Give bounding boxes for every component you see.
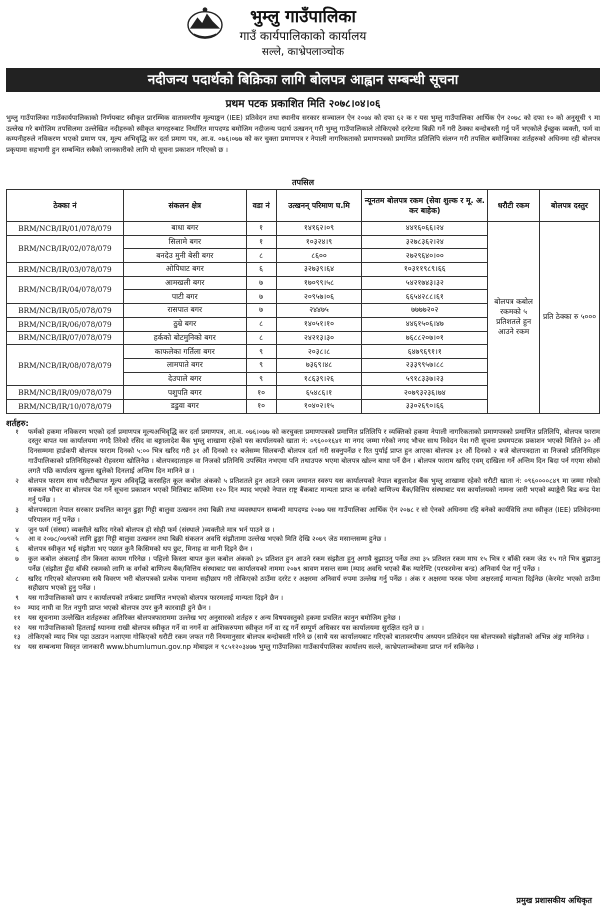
- quantity: २४२१३।३०: [276, 331, 362, 345]
- header-deposit: धरौटी रकम: [488, 190, 540, 222]
- contract-code: BRM/NCB/IR/09/078/079: [7, 386, 124, 400]
- ward-no: १: [246, 222, 276, 236]
- term-item: [6, 643, 600, 653]
- ward-no: ८: [246, 331, 276, 345]
- table-header-row: [7, 190, 600, 222]
- collection-area: डडुवा बगर: [123, 399, 246, 413]
- term-text: बोलपत्र फाराम साथ धरौटीबापत मूल्य अविवृद्धि करसहित कूल कबोल अंकको ५ प्रतिशतले हुन आउने रकम जमानत स्वरुप यस कार्यालयको नेपाल बङ्गलादेश बैंक भुम्लु शाखामा रहेको धरौटी खाता नं: ०९६००००८४९ मा जम्मा गरेको सक्कल भौचर वा बोलपत्र पेश गर्ने सूचना प्रकाशन भएको मितिबाट कम्तिमा १२० दिन म्याद भएको नेपाल राष्ट्र बैंकबाट मान्यता प्राप्त क वर्गको बाणिज्य बैंक/वित्तिय संस्थाबाट यस कार्यालयको नामना जारी भएको ब्याङ्केरी बिड बन्ड पेश गर्नु पर्नेछ ।: [28, 476, 600, 505]
- ward-no: १०: [246, 386, 276, 400]
- term-text: यस गाउँपालिकाको छाप र कार्यालयको तर्फबाट प्रमाणित नभएको बोलपत्र फारमलाई मान्यता दिइने छैन ।: [28, 594, 284, 603]
- term-number: १३: [13, 633, 21, 642]
- term-number: ९: [15, 594, 19, 603]
- collection-area: लामपाते बगर: [123, 358, 246, 372]
- ward-no: ७: [246, 276, 276, 290]
- contract-code: BRM/NCB/IR/05/078/079: [7, 304, 124, 318]
- min-bid-amount: २०७९३२३६।७४: [362, 386, 488, 400]
- ward-no: १०: [246, 399, 276, 413]
- min-bid-amount: ३३०२६९०।६६: [362, 399, 488, 413]
- deposit-amount: बोलपत्र कबोल रकमको ५ प्रतिशतले हुन आउने रकम: [488, 222, 540, 414]
- header-ward-no: वडा नं: [246, 190, 276, 222]
- quantity: १८६३९।२६: [276, 372, 362, 386]
- quantity: १०४०२।१५: [276, 399, 362, 413]
- collection-area: ठुम्रे बगर: [123, 317, 246, 331]
- quantity: १०३२४।९: [276, 235, 362, 249]
- term-number: ८: [15, 574, 19, 583]
- term-item: [6, 428, 600, 477]
- term-text: यस सूचनामा उल्लेखित शर्तहरुका अतिरिक्त बोलपत्रफाराममा उल्लेख भए अनुसारको शर्तहरु र अन्य विषयवस्तुको हकमा प्रचलित कानुन बमोजिम हुनेछ ।: [28, 613, 401, 622]
- term-item: [6, 535, 600, 545]
- quantity: ८६००: [276, 249, 362, 263]
- header-quantity: उत्खनन् परिमाण घ.मि: [276, 190, 362, 222]
- min-bid-amount: ४४६१५०६।४७: [362, 317, 488, 331]
- min-bid-amount: २७२९६४०।००: [362, 249, 488, 263]
- header-bid-fee: बोलपत्र दस्तुर: [540, 190, 600, 222]
- office-address: सल्ले, काभ्रेपलाञ्चोक: [261, 46, 345, 58]
- term-text: जुन फर्म (संस्था) व्यक्तीले खरिद गरेको बोलपत्र हो सोही फर्म (संस्थाले )व्यक्तीले मात्र भर्न पाउने छ ।: [28, 525, 275, 534]
- contract-code: BRM/NCB/IR/07/078/079: [7, 331, 124, 345]
- contract-code: BRM/NCB/IR/06/078/079: [7, 317, 124, 331]
- ward-no: ७: [246, 304, 276, 318]
- collection-area: रासपात बगर: [123, 304, 246, 318]
- quantity: १४०५१।१०: [276, 317, 362, 331]
- term-text: बोलपत्र स्वीकृत भई संझौता भए पछात कुनै किसिमको थप छुट, मिनाह वा मानी दिइने छैन ।: [28, 545, 253, 554]
- term-item: [6, 555, 600, 575]
- term-number: १२: [13, 623, 21, 632]
- collection-area: हर्कको बोटमुनिको बगर: [123, 331, 246, 345]
- term-item: [6, 633, 600, 643]
- contract-code: BRM/NCB/IR/10/078/079: [7, 399, 124, 413]
- quantity: ६५४८६।१: [276, 386, 362, 400]
- ward-no: ७: [246, 290, 276, 304]
- term-item: [6, 594, 600, 604]
- term-number: १०: [13, 603, 21, 612]
- header-min-bid: न्यूनतम बोलपत्र रकम (सेवा शुल्क र मू. अ. कर बाहेक): [362, 190, 488, 222]
- collection-area: बनदेउ मुनी बेसी बगर: [123, 249, 246, 263]
- collection-area: सिलामे बगर: [123, 235, 246, 249]
- term-number: १: [15, 427, 19, 436]
- term-item: [6, 604, 600, 614]
- contract-code: BRM/NCB/IR/01/078/079: [7, 222, 124, 236]
- ward-no: ९: [246, 372, 276, 386]
- term-item: [6, 614, 600, 624]
- municipality-name: भुम्लु गाउँपालिका: [250, 7, 356, 27]
- collection-area: काफलेका गर्तिला बगर: [123, 345, 246, 359]
- table-row: [7, 222, 600, 236]
- quantity: ७३६९।४८: [276, 358, 362, 372]
- min-bid-amount: ७७७७२०२: [362, 304, 488, 318]
- ward-no: ६: [246, 263, 276, 277]
- terms-list: [6, 428, 600, 653]
- contracts-table: [6, 189, 600, 414]
- quantity: ३२७३९।६४: [276, 263, 362, 277]
- notice-title: नदीजन्य पदार्थको बिक्रिका लागि बोलपत्र आह्वान सम्बन्धी सूचना: [6, 68, 600, 92]
- collection-area: ओपिघाट बगर: [123, 263, 246, 277]
- signature-title: प्रमुख प्रशासकीय अधिकृत: [516, 896, 592, 905]
- office-name: गाउँ कार्यपालिकाको कार्यालय: [239, 29, 367, 43]
- ward-no: ९: [246, 345, 276, 359]
- collection-area: देउपाले बगर: [123, 372, 246, 386]
- term-number: ४: [15, 525, 19, 534]
- term-number: ७: [15, 554, 19, 563]
- term-text: बोलपत्रदाता नेपाल सरकार प्रचलित कानून ढुङ्गा गिट्टी बालुवा उत्खनन तथा बिक्री तथा व्यवस्थापन सम्बन्धी मापदण्ड २०७७ यस गाउँपालिका आर्थिक ऐन २०७८ र सो ऐनको अधिनमा रहि बनेको कार्यविधि तथा स्वीकृत (IEE) प्रतिवेदनमा परिपालन गर्नु पर्नेछ ।: [28, 506, 600, 524]
- term-number: ३: [15, 506, 19, 514]
- term-text: कुल कबोल अंकलाई तीन किस्ता कायम गरिनेछ । पहिलो किस्ता बापत कुल कबोल अंकको ३५ प्रतिशत हुन आउने रकम संझौता हुनु अगावै बुझाउनु पर्नेछ तथा ३५ प्रतिशत रकम माघ १५ भित्र र बाँकी रकम जेठ १५ गते भित्र बुझाउनु पर्नेछ (संझौता हुँदा बाँकी रकमको लागि क वर्गको बाणिज्य बैंक/वित्तिय संस्थाबाट यस कार्यालयको नाममा २०७९ श्रावण मसन्त सम्म (म्याद अवधि भएको बैंक ग्यारेण्टि (परफरमेन्स बन्ड) अनिवार्य पेश गर्नु पर्नेछ ।: [28, 554, 600, 573]
- min-bid-amount: ३२७८३६२।२४: [362, 235, 488, 249]
- min-bid-amount: ६६५४२८८।६१: [362, 290, 488, 304]
- header-contract-no: ठेक्का नं: [7, 190, 124, 222]
- term-number: ५: [15, 535, 19, 544]
- contract-code: BRM/NCB/IR/03/078/079: [7, 263, 124, 277]
- term-item: [6, 624, 600, 634]
- min-bid-amount: ५४२१७४३।३२: [362, 276, 488, 290]
- quantity: १७०९९।५८: [276, 276, 362, 290]
- min-bid-amount: २३३९९५७।८८: [362, 358, 488, 372]
- term-item: [6, 575, 600, 595]
- term-item: [6, 526, 600, 536]
- collection-area: बाधा बगर: [123, 222, 246, 236]
- contract-code: BRM/NCB/IR/08/078/079: [7, 345, 124, 386]
- term-item: [6, 506, 600, 526]
- term-text: आ व २०७८/०७९को लागि ढुङ्गा गिट्टी बालुवा उत्खनन तथा बिक्री संकलन अवधि संझौतामा उल्लेख भएको मिति देखि २०७९ जेठ मसान्तसम्म हुनेछ ।: [28, 535, 387, 544]
- term-number: ११: [13, 613, 21, 622]
- contract-code: BRM/NCB/IR/04/078/079: [7, 276, 124, 303]
- term-number: १४: [13, 643, 21, 652]
- collection-area: पाटी बगर: [123, 290, 246, 304]
- term-item: [6, 477, 600, 506]
- table-label: तपसिल: [291, 178, 314, 187]
- term-number: २: [15, 476, 19, 485]
- publication-date: प्रथम पटक प्रकाशित मिति २०७८।०४।०६: [225, 98, 381, 110]
- term-item: [6, 545, 600, 555]
- term-text: फर्मको हकमा नविकरण भएको दर्ता प्रमाणपत्र मूल्यअभिवृद्धि कर दर्ता प्रमाणपत्र, आ.व. ०७६।०७७ को करचुक्ता प्रमाणपत्रको प्रमाणित प्रतिलिपि र व्यक्तिको हकमा नेपाली नागरिकताको प्रमाणपत्रको प्रमाणित प्रतिलिपि, बोलपत्र फाराम दस्तुर बापत यस कार्यालयमा नगदै तिरेको रसिद वा बङ्गालादेश बैंक भुम्लु शाखामा रहेको यस कार्यालयको खाता नं: ०९६००१६४१ मा नगद जम्मा गरेको नगद भौचर साथ निवेदन पेश गरी सूचना प्रथमपटक प्रकाशन भएको मितिले ३० औं दिनसम्ममा हार्डकपी बोलपत्र फाराम दिनको ५:०० भित्र खरिद गरी ३१ औं दिनको १२ बजेसम्म सिलबन्दी बोलपत्र दर्ता गरी सक्नुपर्नेछ र रित पुर्याई प्राप्त हुन आएका बोलपत्र ३१ औं दिनको २ बजे बोलपत्रदाता वा निजको प्रतिनिधिहरु गाउँपालिकाको प्रतिनिधिहरुको रोहवरमा खोलिनेछ । बोलपत्रदाताहरु वा निजको प्रतिनिधि उपस्थित नभएमा पनि तथाउपरु भएमा बोलपत्र खोल्न बाधा पर्ने छैन । बोलपत्र फाराम खरिद एवम् दाखिला गर्ने अन्तिम दिन बिदा पर्न गएमा सोको लगतै पछि कार्यालय खुल्ला खुलेको दिनलाई अन्तिम दिन मानिने छ ।: [28, 427, 600, 475]
- ward-no: ८: [246, 249, 276, 263]
- min-bid-amount: १०३११९८९।६६: [362, 263, 488, 277]
- term-text: यस सम्बन्धमा विस्तृत जानकारी www.bhumlumun.gov.np मोबाइल न ९८५१२०३४७७ भुम्लु गाउँपालिका गाउँकार्यपालिका कार्यालय सल्ले, काभ्रेपलाञ्चोकमा प्राप्त गर्न सकिनेछ ।: [28, 643, 479, 652]
- min-bid-amount: ५९१८३३७।२३: [362, 372, 488, 386]
- terms-heading: शर्तहरु:: [6, 417, 29, 428]
- letterhead: [6, 0, 600, 68]
- term-text: म्याद नाघी वा रित नपुगी प्राप्त भएको बोलपत्र उपर कुनै कारवाही हुने छैन ।: [28, 603, 211, 612]
- collection-area: आमखली बगर: [123, 276, 246, 290]
- term-number: ६: [15, 545, 19, 554]
- term-text: यस गाउँपालिकाको हितलाई ध्यानमा राखी बोलपत्र स्वीकृत गर्ने वा नगर्ने वा आंशिकरुपमा स्वीकृत गर्ने वा रद्द गर्ने सम्पूर्ण अधिकार यस कार्यालयमा सुरक्षित रहने छ ।: [28, 623, 425, 632]
- header-collection-area: संकलन क्षेत्र: [123, 190, 246, 222]
- contract-code: BRM/NCB/IR/02/078/079: [7, 235, 124, 262]
- ward-no: १: [246, 235, 276, 249]
- quantity: २०९५७।०६: [276, 290, 362, 304]
- min-bid-amount: ७६८८२०७।०१: [362, 331, 488, 345]
- term-text: तोकिएको म्याद भित्र पट्टा उठाउन नआएमा गोकिएको धरौटी रकम जफत गरी नियमानुसार बोलपत्र बन्दोबस्ती गरिने छ (साथै यस कार्यालयबाट गरिएको बातावरणीय अध्ययन प्रतिवेदन यस बोलपत्रको संझौताको अभिन्न अंङ्ग मानिनेछ ।: [28, 633, 590, 642]
- intro-paragraph: भुम्लु गाउँपालिका गाउँकार्यपालिकाको निर्णयबाट स्वीकृत प्रारम्भिक वातावरणीय मूल्याङ्कन (IEE) प्रतिवेदन तथा स्थानीय सरकार सञ्चालन ऐन २०७४ को दफा ६२ क र यस भुम्लु गाउँपालिका आर्थिक ऐन २०७८ को दफा १० को अनुसूची ९ मा उल्लेख गरे बमोजिम तपसिलमा उल्लेखित नदीहरुको स्वीकृत बगरहरुबाट निर्धारित मापदण्ड बमोजिम नदीजन्य पदार्थ उत्खनन् गरी भुम्लु गाउँपालिकाले तोकिएको दररेटमा बिक्री गर्ने गरी ठेक्का बन्दोबस्ती गर्नु पर्ने भएकोले ईच्छुक व्यक्ती, फर्म वा कम्पनीहरुले नविकरण भएको प्रमाण पत्र, मूल्य अभिवृद्धि कर दर्ता प्रमाण पत्र, आ.व. ०७६।०७७ को कर चुक्ता प्रमाणपत्र र नेपाली नागरिकताको प्रमाणपत्रको प्रमाणित प्रतिलिपि संलग्न गरी तपसिल बमोजिमका शर्तहरुको अधिनमा रही बोलपत्र प्रकृयामा सहभागी हुन सम्बन्धित सबैको जानकारीको लागि यो सूचना प्रकाशन गरिएको छ ।: [6, 114, 600, 154]
- min-bid-amount: ६४७९६९१।१: [362, 345, 488, 359]
- quantity: २०३८।८: [276, 345, 362, 359]
- quantity: १४१६२।०९: [276, 222, 362, 236]
- min-bid-amount: ४४१६०६६।२४: [362, 222, 488, 236]
- bid-fee: प्रति ठेक्का रु ५०००: [540, 222, 600, 414]
- quantity: २४४७५: [276, 304, 362, 318]
- ward-no: ९: [246, 358, 276, 372]
- collection-area: पशुपति बगर: [123, 386, 246, 400]
- ward-no: ८: [246, 317, 276, 331]
- term-text: खरिद गरिएको बोलपत्रमा सबै विवरण भरी बोलपत्रको प्रत्येक पानामा सहीछाप गरी तोकिएको ठाउँमा दररेट र अक्षरमा अनिवार्य रुपमा उल्लेख गर्नु पर्नेछ । अंक र अक्षरमा फरक परेमा अक्षरलाई मान्यता दिईनेछ (केरमेट भएको ठाउँमा सहीछाप भएको हुनु पर्नेछ ।: [28, 574, 600, 593]
